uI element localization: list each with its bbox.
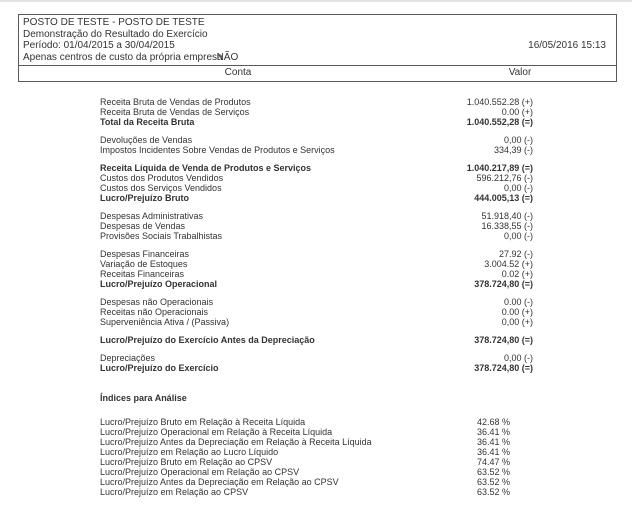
account-value: 0,00 (-) xyxy=(503,231,533,241)
report-row xyxy=(0,259,632,269)
report-group xyxy=(0,135,632,155)
account-label: Depreciações xyxy=(100,353,156,363)
account-label: Despesas Financeiras xyxy=(100,249,190,259)
report-row xyxy=(0,117,632,127)
account-value: 36.41 % xyxy=(476,447,510,457)
account-label: Lucro/Prejuízo Bruto xyxy=(100,193,190,203)
account-value: 16.338,55 (-) xyxy=(481,221,533,231)
indices-heading: Índices para Análise xyxy=(100,393,187,403)
report-group xyxy=(0,97,632,127)
account-label: Custos dos Serviços Vendidos xyxy=(100,183,222,193)
filter-label: Apenas centros de custo da própria empresa xyxy=(23,51,223,63)
account-label: Lucro/Prejuízo Bruto em Relação ao CPSV xyxy=(100,457,273,467)
account-label: Lucro/Prejuízo Operacional em Relação à Receita Líquida xyxy=(100,427,333,437)
account-value: 0,00 (+) xyxy=(501,317,533,327)
account-label: Receita Bruta de Vendas de Serviços xyxy=(100,107,250,117)
report-row xyxy=(0,279,632,289)
account-label: Lucro/Prejuízo Antes da Depreciação em Relação ao CPSV xyxy=(100,477,339,487)
account-label: Provisões Sociais Trabalhistas xyxy=(100,231,223,241)
account-label: Devoluções de Vendas xyxy=(100,135,193,145)
bottom-rule xyxy=(0,0,632,2)
account-value: 378.724,80 (=) xyxy=(474,363,533,373)
account-value: 378.724,80 (=) xyxy=(474,335,533,345)
report-row xyxy=(0,269,632,279)
filter-line xyxy=(23,52,606,64)
report-period: Período: 01/04/2015 a 30/04/2015 xyxy=(23,40,175,51)
account-label: Variação de Estoques xyxy=(100,259,188,269)
report-row xyxy=(0,231,632,241)
account-value: 63.52 % xyxy=(476,487,510,497)
report-group xyxy=(0,211,632,241)
account-label: Lucro/Prejuízo Operacional xyxy=(100,279,218,289)
account-label: Despesas de Vendas xyxy=(100,221,186,231)
report-row xyxy=(0,353,632,363)
report-group xyxy=(0,163,632,203)
account-label: Receitas não Operacionais xyxy=(100,307,209,317)
report-row xyxy=(0,317,632,327)
account-value: 36.41 % xyxy=(476,437,510,447)
report-row xyxy=(0,363,632,373)
report-row xyxy=(0,437,632,447)
company-name: POSTO DE TESTE - POSTO DE TESTE xyxy=(23,17,205,28)
account-label: Lucro/Prejuízo Antes da Depreciação em Relação à Receita Líquida xyxy=(100,437,372,447)
report-body xyxy=(0,97,632,497)
report-datetime: 16/05/2016 15:13 xyxy=(528,40,606,51)
account-value: 0.00 (+) xyxy=(501,107,533,117)
account-label: Lucro/Prejuízo em Relação ao CPSV xyxy=(100,487,249,497)
account-value: 42.68 % xyxy=(476,417,510,427)
report-groups xyxy=(0,97,632,373)
account-value: 1.040.552,28 (=) xyxy=(466,117,533,127)
account-label: Lucro/Prejuízo do Exercício Antes da Depreciação xyxy=(100,335,315,345)
account-value: 1.040.217,89 (=) xyxy=(466,163,533,173)
report-header-box xyxy=(18,14,617,82)
report-row xyxy=(0,457,632,467)
account-value: 27.92 (-) xyxy=(498,249,533,259)
account-value: 0.00 (-) xyxy=(503,297,533,307)
account-value: 74.47 % xyxy=(476,457,510,467)
report-group xyxy=(0,297,632,345)
report-row xyxy=(0,107,632,117)
account-value: 0,00 (-) xyxy=(503,135,533,145)
account-label: Lucro/Prejuízo Bruto em Relação à Receita Líquida xyxy=(100,417,306,427)
report-row xyxy=(0,211,632,221)
report-row xyxy=(0,335,632,345)
account-label: Receita Líquida de Venda de Produtos e Serviços xyxy=(100,163,312,173)
report-group xyxy=(0,249,632,289)
report-row xyxy=(0,297,632,307)
report-row xyxy=(0,477,632,487)
report-title: Demonstração do Resultado do Exercício xyxy=(23,28,208,40)
account-value: 0.02 (+) xyxy=(501,269,533,279)
account-label: Receita Bruta de Vendas de Produtos xyxy=(100,97,251,107)
account-value: 444.005,13 (=) xyxy=(474,193,533,203)
account-value: 3.004.52 (+) xyxy=(484,259,533,269)
account-value: 0,00 (-) xyxy=(503,353,533,363)
account-label: Despesas não Operacionais xyxy=(100,297,214,307)
account-value: 596.212,76 (-) xyxy=(476,173,533,183)
report-row xyxy=(0,427,632,437)
report-row xyxy=(0,173,632,183)
report-row xyxy=(0,183,632,193)
report-row xyxy=(0,487,632,497)
account-label: Impostos Incidentes Sobre Vendas de Produtos e Serviços xyxy=(100,145,335,155)
filter-value: NÃO xyxy=(216,51,239,63)
account-value: 0.00 (+) xyxy=(501,307,533,317)
account-value: 36.41 % xyxy=(476,427,510,437)
account-value: 51.918,40 (-) xyxy=(481,211,533,221)
account-value: 378.724,80 (=) xyxy=(474,279,533,289)
account-label: Despesas Administrativas xyxy=(100,211,204,221)
account-value: 0,00 (-) xyxy=(503,183,533,193)
account-label: Lucro/Prejuízo do Exercício xyxy=(100,363,219,373)
indices-rows xyxy=(0,417,632,497)
report-row xyxy=(0,307,632,317)
report-group xyxy=(0,353,632,373)
column-header-valor: Valor xyxy=(508,67,532,78)
account-value: 1.040.552.28 (+) xyxy=(466,97,533,107)
account-label: Receitas Financeiras xyxy=(100,269,185,279)
account-value: 63.52 % xyxy=(476,477,510,487)
account-label: Total da Receita Bruta xyxy=(100,117,195,127)
report-row xyxy=(0,193,632,203)
report-row xyxy=(0,135,632,145)
report-row xyxy=(0,97,632,107)
report-row xyxy=(0,145,632,155)
report-row xyxy=(0,417,632,427)
report-row xyxy=(0,221,632,231)
account-label: Lucro/Prejuízo Operacional em Relação ao CPSV xyxy=(100,467,300,477)
account-label: Lucro/Prejuízo em Relação ao Lucro Líquido xyxy=(100,447,279,457)
report-row xyxy=(0,467,632,477)
report-row xyxy=(0,249,632,259)
account-value: 63.52 % xyxy=(476,467,510,477)
account-label: Custos dos Produtos Vendidos xyxy=(100,173,224,183)
column-header-row xyxy=(19,65,616,81)
period-line xyxy=(23,40,606,52)
account-label: Superveniência Ativa / (Passiva) xyxy=(100,317,230,327)
report-row xyxy=(0,163,632,173)
account-value: 334,39 (-) xyxy=(493,145,533,155)
report-row xyxy=(0,447,632,457)
report-header-lines xyxy=(19,15,616,65)
column-header-conta: Conta xyxy=(224,67,252,78)
